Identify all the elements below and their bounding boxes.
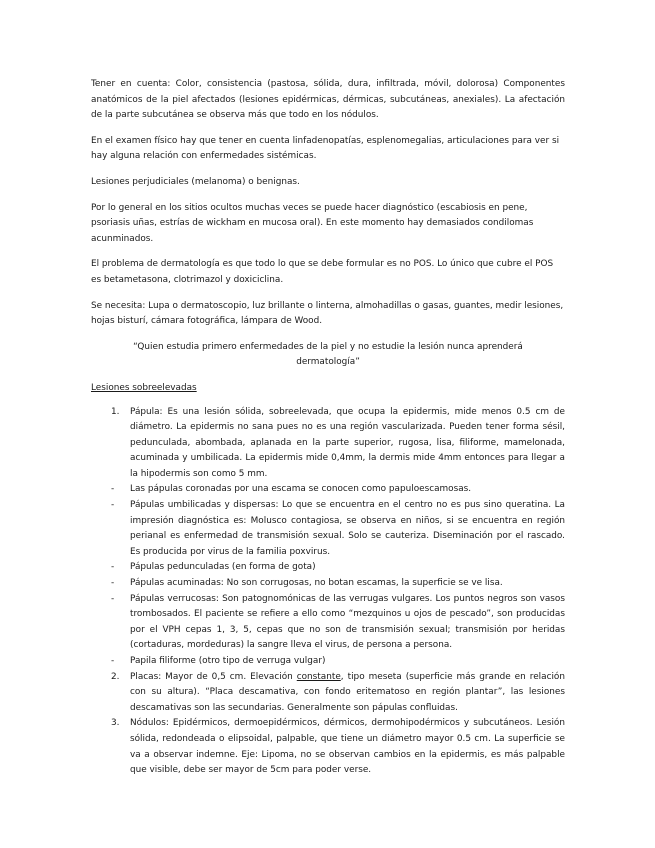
list-marker: - <box>111 484 115 495</box>
list-item-nodulos <box>91 716 565 778</box>
intro-paragraph-equipment: Se necesita: Lupa o dermatoscopio, luz brillante o linterna, almohadillas o gasas, guantes, medir lesiones, hojas bisturí, cámara fotográfica, lámpara de Wood. <box>91 300 564 327</box>
list-marker: 3. <box>111 718 120 729</box>
list-item-filiforme <box>91 654 565 670</box>
list-item-text: Las pápulas coronadas por una escama se conocen como papuloescamosas. <box>130 484 472 495</box>
intro-paragraph-physical-exam: En el examen físico hay que tener en cuenta linfadenopatías, esplenomegalias, articulaciones para ver si hay alguna relación con enfermedades sistémicas. <box>91 135 560 162</box>
quote: “Quien estudia primero enfermedades de la piel y no estudie la lesión nunca aprenderá dermatología” <box>133 341 523 368</box>
section-heading: Lesiones sobreelevadas <box>91 382 197 393</box>
list-marker: - <box>111 500 115 511</box>
list-item-papula <box>91 405 565 483</box>
list-marker: 2. <box>111 671 120 682</box>
list-item-text: Pápulas umbilicadas y dispersas: Lo que se encuentra en el centro no es pus sino queratina. La impresión diagnóstica es: Molusco contagiosa, se observa en niños, si se encuentra en región perianal es enfermedad de transmisión sexual. Solo se cauteriza. Diseminación por el rascado. Es producida por virus de la familia poxvirus. <box>130 500 565 557</box>
list-marker: - <box>111 578 115 589</box>
list-item-text-end: , tipo meseta (superficie más grande en relación con su altura). “Placa descamativa, con fondo eritematoso en región plantar”, las lesiones descamativas son las secundarias. Generalmente son pápulas confluidas. <box>130 671 565 713</box>
list-item-text: Pápula: Es una lesión sólida, sobreelevada, que ocupa la epidermis, mide menos 0.5 cm de diámetro. La epidermis no sana pues no es una región vascularizada. Pueden tener forma sésil, pedunculada, abombada, aplanada en la parte superior, rugosa, lisa, filiforme, mamelonada, acuminada y umbilicada. La epidermis mide 0,4mm, la dermis mide 4mm entonces para llegar a la hipodermis son como 5 mm. <box>130 406 565 479</box>
list-item-text: Nódulos: Epidérmicos, dermoepidérmicos, dérmicos, dermohipodérmicos y subcutáneos. Lesión sólida, redondeada o elipsoidal, palpable, que tiene un diámetro mayor 0.5 cm. La superficie se va a observar indemne. Eje: Lipoma, no se observan cambios en la epidermis, es más palpable que visible, debe ser mayor de 5cm para poder verse. <box>130 718 565 776</box>
intro-paragraph-hidden-sites: Por lo general en los sitios ocultos muchas veces se puede hacer diagnóstico (escabiosis en pene, psoriasis uñas, estrías de wickham en mucosa oral). En este momento hay demasiados condilomas acunminados. <box>91 202 534 244</box>
list-item-text-start: Placas: Mayor de 0,5 cm. Elevación <box>130 671 297 682</box>
list-item-text: Papila filiforme (otro tipo de verruga vulgar) <box>130 656 326 666</box>
list-item-underlined-word: constante <box>296 671 341 682</box>
list-marker: - <box>111 562 115 573</box>
list-item-text: Pápulas acuminadas: No son corrugosas, no botan escamas, la superficie se ve lisa. <box>130 578 503 589</box>
list-item-acuminadas <box>91 576 565 592</box>
intro-paragraph-pos: El problema de dermatología es que todo lo que se debe formular es no POS. Lo único que cubre el POS es betametasona, clotrimazol y doxiciclina. <box>91 259 554 285</box>
list-item-umbilicadas <box>91 498 565 560</box>
intro-paragraph-consistency: Tener en cuenta: Color, consistencia (pastosa, sólida, dura, infiltrada, móvil, dolorosa) Componentes anatómicos de la piel afectados (lesiones epidérmicas, dérmicas, subcutáneas, anexiales). La afectación de la parte subcutánea se observa más que todo en los nódulos. <box>91 79 565 121</box>
list-item-verrucosas <box>91 592 565 654</box>
list-marker: - <box>111 593 115 604</box>
list-marker: 1. <box>111 406 120 417</box>
intro-paragraph-lesion-types: Lesiones perjudiciales (melanoma) o benignas. <box>91 176 300 187</box>
list-item-papuloescamosas <box>91 482 565 498</box>
list-item-text: Pápulas verrucosas: Son patognomónicas de las verrugas vulgares. Los puntos negros son vasos trombosados. El paciente se refiere a ello como “mezquinos u ojos de pescado”, son producidas por el VPH cepas 1, 3, 5, cepas que no son de transmisión sexual; transmisión por heridas (cortaduras, mordeduras) la sangre lleva el virus, de persona a persona. <box>130 593 565 651</box>
list-item-placas <box>91 670 565 717</box>
document-body <box>91 77 565 779</box>
list-item-pedunculadas <box>91 560 565 576</box>
lesion-list <box>91 405 565 779</box>
list-item-text: Pápulas pedunculadas (en forma de gota) <box>130 562 316 573</box>
list-marker: - <box>111 656 115 666</box>
